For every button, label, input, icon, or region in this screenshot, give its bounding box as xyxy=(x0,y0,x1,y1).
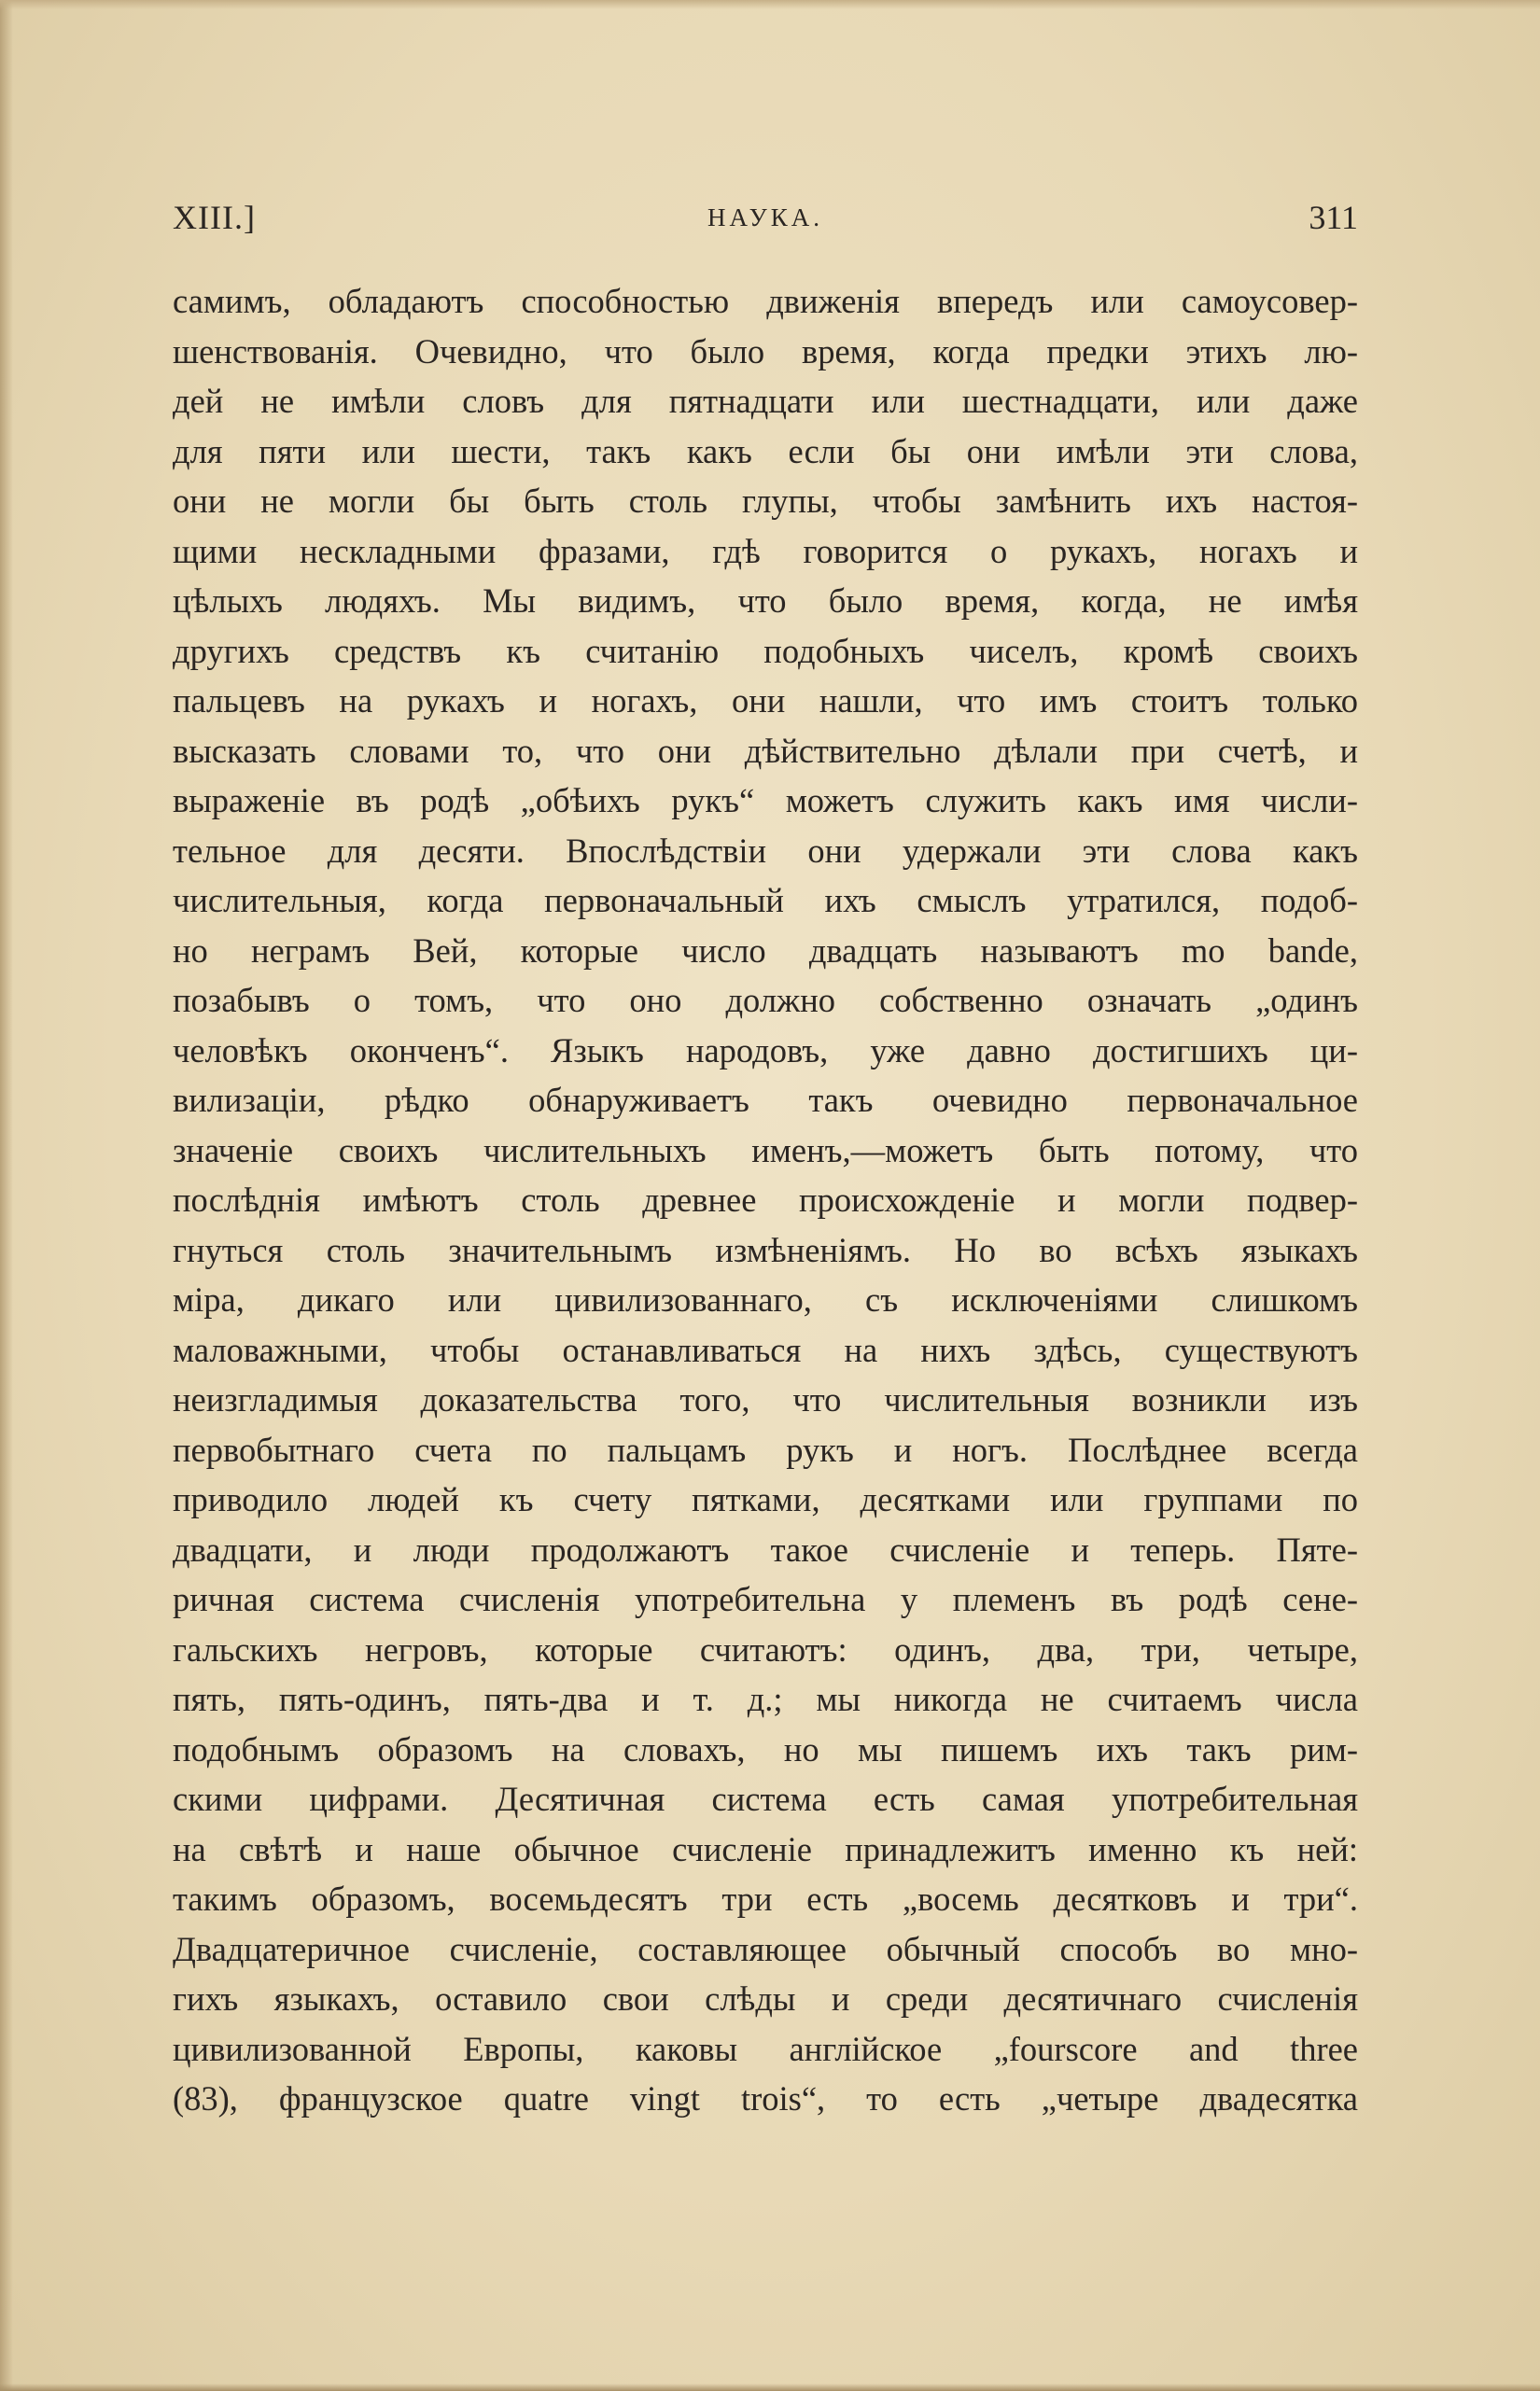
page-edge-shadow xyxy=(0,0,13,2391)
text-line: скими цифрами. Десятичная система есть самая употребительная xyxy=(173,1780,1358,1818)
text-line: подобнымъ образомъ на словахъ, но мы пишемъ ихъ такъ рим- xyxy=(173,1729,1358,1769)
text-line: міра, дикаго или цивилизованнаго, съ исключеніями слишкомъ xyxy=(173,1280,1358,1319)
page-number: 311 xyxy=(1309,199,1358,236)
text-line: они не могли бы быть столь глупы, чтобы замѣнить ихъ настоя- xyxy=(173,482,1358,520)
text-line: дей не имѣли словъ для пятнадцати или шестнадцати, или даже xyxy=(173,382,1358,420)
text-line: щими нескладными фразами, гдѣ говорится о рукахъ, ногахъ и xyxy=(173,531,1358,570)
text-line: позабывъ о томъ, что оно должно собственно означать „одинъ xyxy=(173,981,1358,1019)
text-line: но неграмъ Вей, которые число двадцать называютъ mo bande, xyxy=(173,930,1358,970)
text-line: пять, пять-одинъ, пять-два и т. д.; мы никогда не считаемъ числа xyxy=(173,1680,1358,1718)
text-line: вилизаціи, рѣдко обнаруживаетъ такъ очевидно первоначальное xyxy=(173,1081,1358,1119)
running-title: НАУКА. xyxy=(707,203,823,231)
text-line: цивилизованной Европы, каковы англійское „fourscore and three xyxy=(173,2029,1358,2068)
text-line: приводило людей къ счету пятками, десятками или группами по xyxy=(173,1480,1358,1518)
text-line: тельное для десяти. Впослѣдствіи они удержали эти слова какъ xyxy=(173,831,1358,870)
text-line: высказать словами то, что они дѣйствительно дѣлали при счетѣ, и xyxy=(173,731,1358,770)
page-bottom-shadow xyxy=(0,2384,1540,2391)
body-text xyxy=(173,276,1358,2124)
text-line: неизгладимыя доказательства того, что числительныя возникли изъ xyxy=(173,1380,1358,1419)
text-line: ричная система счисленія употребительна у племенъ въ родѣ сене- xyxy=(173,1580,1358,1618)
text-line: значеніе своихъ числительныхъ именъ,—можетъ быть потому, что xyxy=(173,1130,1358,1169)
text-line: самимъ, обладаютъ способностью движенія впередъ или самоусовер- xyxy=(173,282,1358,320)
text-line: человѣкъ оконченъ“. Языкъ народовъ, уже давно достигшихъ ци- xyxy=(173,1030,1358,1070)
text-line: (83), французское quatre vingt trois“, то есть „четыре двадесятка xyxy=(173,2079,1358,2118)
text-line: другихъ средствъ къ считанію подобныхъ чиселъ, кромѣ своихъ xyxy=(173,631,1358,670)
text-line: Двадцатеричное счисленіе, составляющее обычный способъ во мно- xyxy=(173,1929,1358,1968)
running-header xyxy=(173,198,1358,245)
text-line: первобытнаго счета по пальцамъ рукъ и ногъ. Послѣднее всегда xyxy=(173,1430,1358,1469)
text-line: двадцати, и люди продолжаютъ такое счисленіе и теперь. Пяте- xyxy=(173,1530,1358,1569)
chapter-marker: XIII.] xyxy=(173,199,256,236)
text-line: гихъ языкахъ, оставило свои слѣды и среди десятичнаго счисленія xyxy=(173,1979,1358,2018)
text-line: цѣлыхъ людяхъ. Мы видимъ, что было время, когда, не имѣя xyxy=(173,581,1358,620)
text-line: на свѣтѣ и наше обычное счисленіе принадлежитъ именно къ ней: xyxy=(173,1829,1358,1868)
text-line: послѣднія имѣютъ столь древнее происхожденіе и могли подвер- xyxy=(173,1181,1358,1219)
text-line: гальскихъ негровъ, которые считаютъ: одинъ, два, три, четыре, xyxy=(173,1629,1358,1669)
text-line: числительныя, когда первоначальный ихъ смыслъ утратился, подоб- xyxy=(173,881,1358,919)
text-line: гнуться столь значительнымъ измѣненіямъ. Но во всѣхъ языкахъ xyxy=(173,1230,1358,1269)
text-line: пальцевъ на рукахъ и ногахъ, они нашли, что имъ стоитъ только xyxy=(173,681,1358,720)
page-top-shadow xyxy=(0,0,1540,9)
text-line: шенствованія. Очевидно, что было время, когда предки этихъ лю- xyxy=(173,331,1358,371)
text-line: маловажными, чтобы останавливаться на нихъ здѣсь, существуютъ xyxy=(173,1330,1358,1369)
text-line: выраженіе въ родѣ „обѣихъ рукъ“ можетъ служить какъ имя числи- xyxy=(173,781,1358,819)
text-line: для пяти или шести, такъ какъ если бы они имѣли эти слова, xyxy=(173,431,1358,470)
text-line: такимъ образомъ, восемьдесятъ три есть „восемь десятковъ и три“. xyxy=(173,1880,1358,1918)
